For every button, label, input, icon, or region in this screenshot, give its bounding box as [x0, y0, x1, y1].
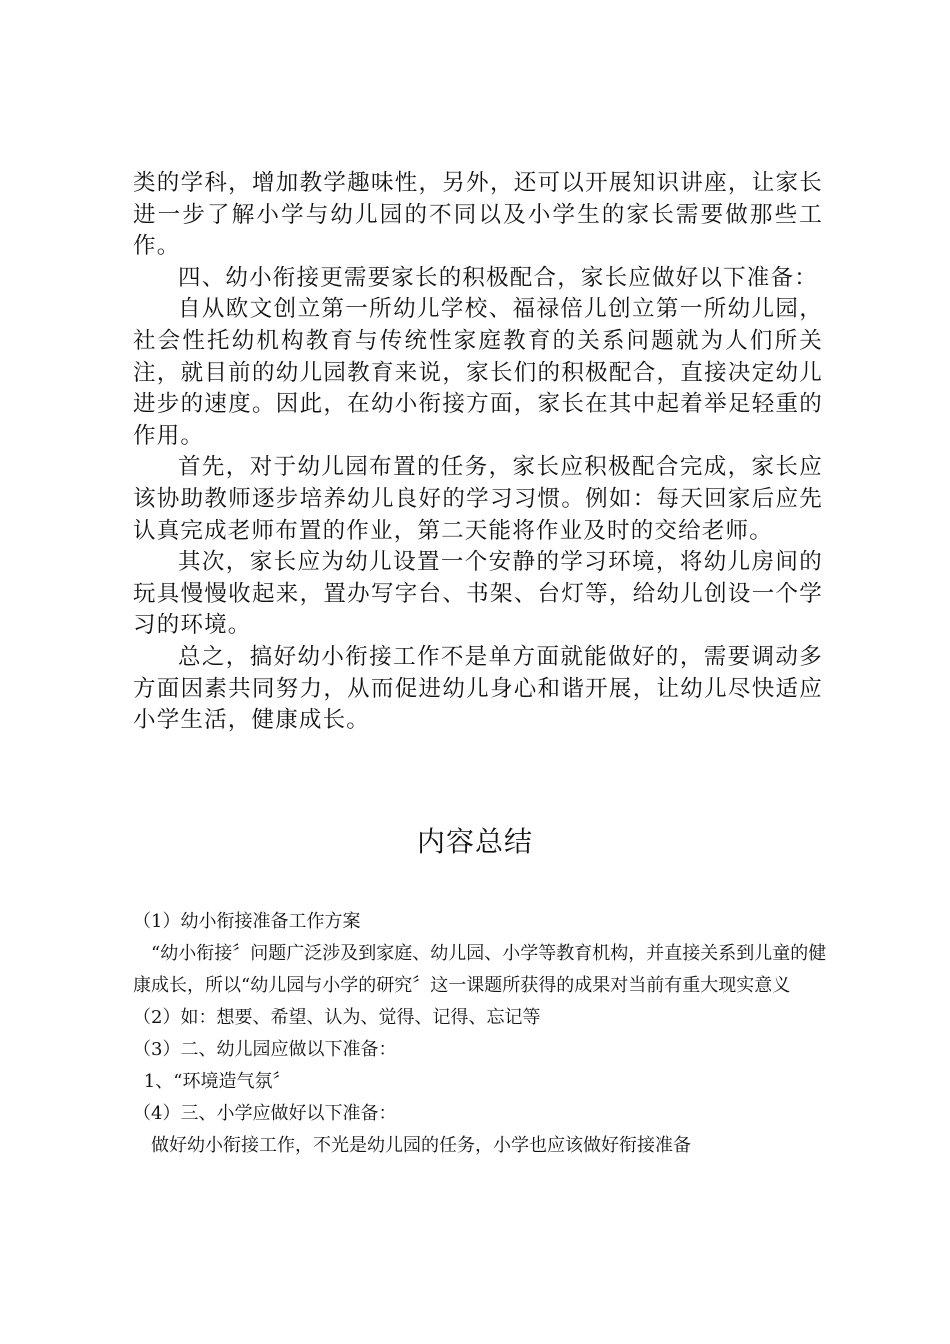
body-text — [133, 168, 823, 737]
summary-list — [133, 906, 833, 1162]
paragraph-continuation: 类的学科，增加教学趣味性，另外，还可以开展知识讲座，让家长进一步了解小学与幼儿园的不同以及小学生的家长需要做那些工作。 — [133, 170, 823, 260]
summary-item: “幼小衔接〞问题广泛涉及到家庭、幼儿园、小学等教育机构，并直接关系到儿童的健康成长，所以“幼儿园与小学的研究〞这一课题所获得的成果对当前有重大现实意义 — [133, 943, 827, 996]
summary-item: 1、“环境造气氛〞 — [143, 1071, 291, 1092]
summary-item: （2）如：想要、希望、认为、觉得、记得、忘记等 — [133, 1007, 541, 1028]
summary-item: 做好幼小衔接工作，不光是幼儿园的任务，小学也应该做好衔接准备 — [151, 1135, 691, 1156]
summary-title: 内容总结 — [416, 825, 533, 858]
summary-item: （4）三、小学应做好以下准备： — [133, 1103, 397, 1124]
paragraph-first: 首先，对于幼儿园布置的任务，家长应积极配合完成，家长应该协助教师逐步培养幼儿良好的学习习惯。例如：每天回家后应先认真完成老师布置的作业，第二天能将作业及时的交给老师。 — [133, 454, 823, 544]
paragraph-conclusion: 总之，搞好幼小衔接工作不是单方面就能做好的，需要调动多方面因素共同努力，从而促进幼儿身心和谐开展，让幼儿尽快适应小学生活，健康成长。 — [133, 643, 823, 734]
paragraph-history: 自从欧文创立第一所幼儿学校、福禄倍儿创立第一所幼儿园，社会性托幼机构教育与传统性家庭教育的关系问题就为人们所关注，就目前的幼儿园教育来说，家长们的积极配合，直接决定幼儿进步的速度。因此，在幼小衔接方面，家长在其中起着举足轻重的作用。 — [133, 296, 823, 449]
paragraph-second: 其次，家长应为幼儿设置一个安静的学习环境，将幼儿房间的玩具慢慢收起来，置办写字台、书架、台灯等，给幼儿创设一个学习的环境。 — [133, 549, 823, 639]
summary-item: （3）二、幼儿园应做以下准备： — [133, 1039, 397, 1060]
paragraph-section-four-heading: 四、幼小衔接更需要家长的积极配合，家长应做好以下准备： — [178, 264, 818, 291]
summary-item: （1）幼小衔接准备工作方案 — [133, 911, 361, 932]
